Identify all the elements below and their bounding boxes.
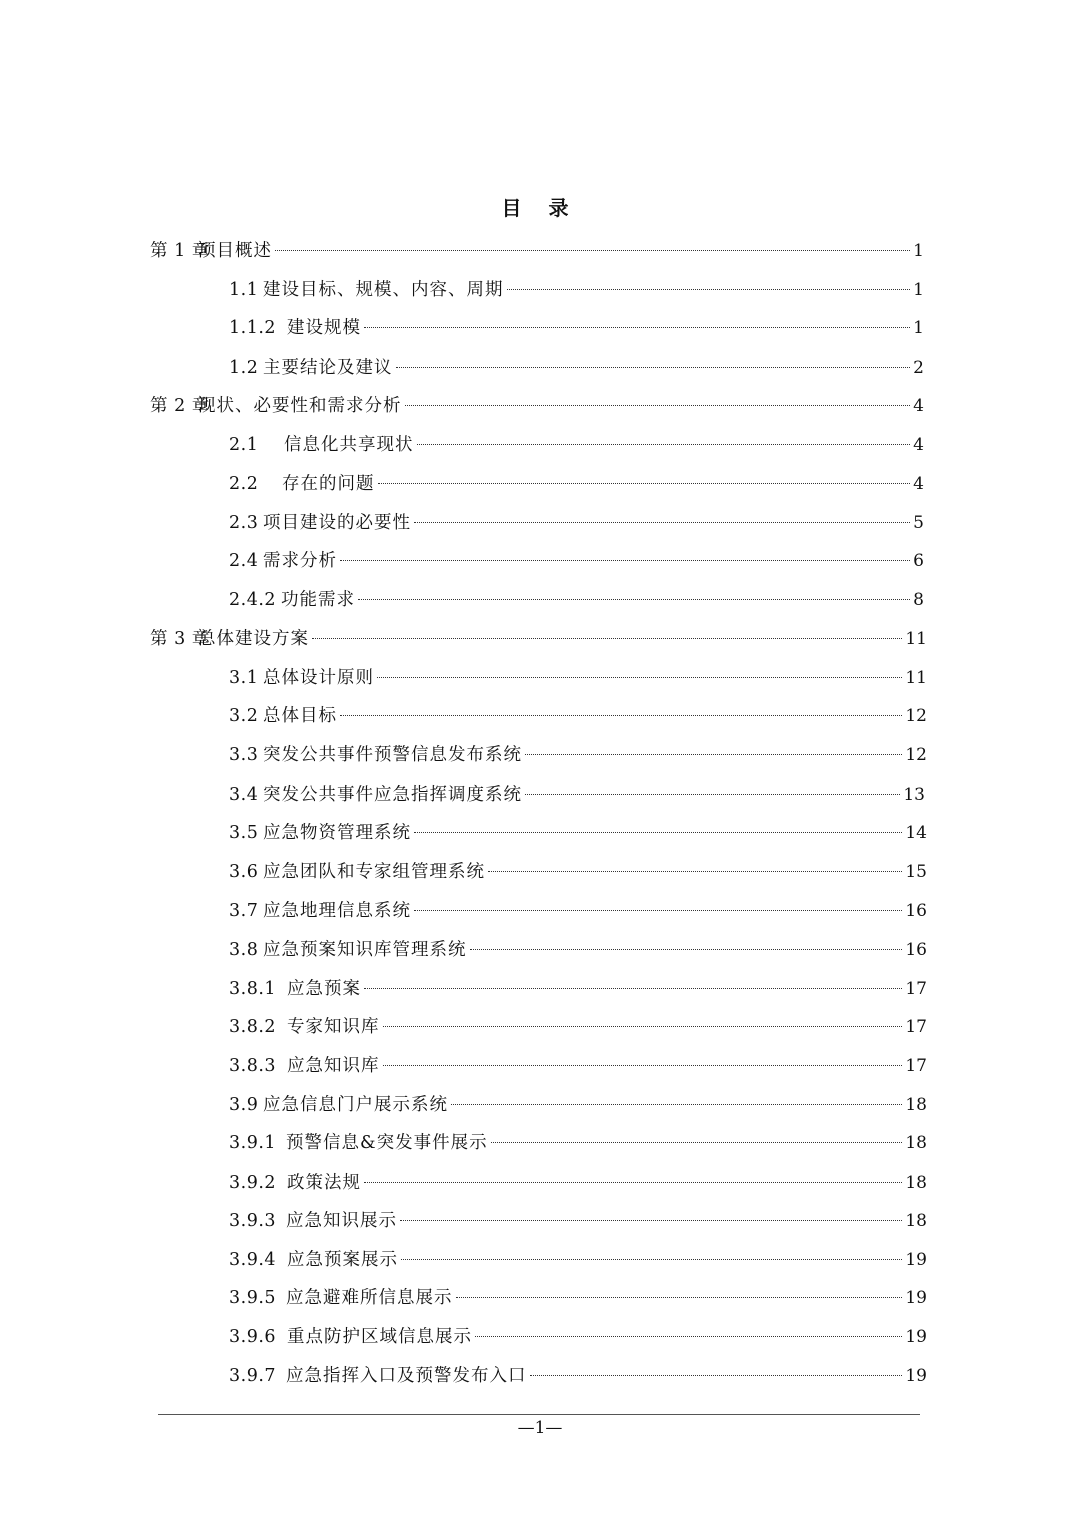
toc-leader-dots bbox=[340, 715, 902, 716]
toc-entry-page: 17 bbox=[905, 979, 927, 999]
toc-entry[interactable] bbox=[229, 1285, 927, 1311]
toc-entry-page: 1 bbox=[913, 241, 924, 261]
toc-entry-page: 19 bbox=[905, 1327, 927, 1347]
toc-entry-page: 13 bbox=[903, 785, 925, 805]
toc-entry-number: 3.8.1 bbox=[229, 979, 277, 999]
toc-entry-title: 应急知识展示 bbox=[286, 1211, 397, 1231]
toc-leader-dots bbox=[364, 327, 910, 328]
toc-entry[interactable] bbox=[229, 548, 924, 574]
toc-entry[interactable] bbox=[229, 859, 927, 885]
toc-leader-dots bbox=[530, 1375, 903, 1376]
toc-leader-dots bbox=[312, 638, 902, 639]
toc-leader-dots bbox=[401, 1259, 902, 1260]
toc-entry-page: 4 bbox=[913, 435, 924, 455]
page-title: 目 录 bbox=[501, 196, 579, 220]
toc-entry-page: 6 bbox=[913, 551, 924, 571]
footer-divider bbox=[158, 1414, 920, 1415]
toc-entry-page: 18 bbox=[905, 1095, 927, 1115]
toc-leader-dots bbox=[414, 832, 902, 833]
toc-leader-dots bbox=[451, 1104, 902, 1105]
toc-entry-page: 18 bbox=[905, 1173, 927, 1193]
toc-entry-page: 19 bbox=[905, 1288, 927, 1308]
toc-entry[interactable] bbox=[229, 820, 927, 846]
toc-entry[interactable] bbox=[150, 393, 924, 419]
toc-leader-dots bbox=[475, 1336, 902, 1337]
toc-entry[interactable] bbox=[229, 703, 927, 729]
toc-entry-number: 第 1 章 bbox=[150, 241, 210, 261]
toc-entry-number: 3.9.1 bbox=[229, 1133, 277, 1153]
toc-entry[interactable] bbox=[229, 355, 924, 381]
toc-entry-page: 18 bbox=[905, 1211, 927, 1231]
toc-entry-page: 15 bbox=[905, 862, 927, 882]
toc-entry-title: 存在的问题 bbox=[282, 474, 375, 494]
toc-entry[interactable] bbox=[229, 1247, 927, 1273]
toc-leader-dots bbox=[470, 949, 903, 950]
toc-entry-page: 17 bbox=[905, 1017, 927, 1037]
toc-entry-title: 应急地理信息系统 bbox=[263, 901, 411, 921]
toc-entry-number: 1.2 bbox=[229, 358, 259, 378]
toc-leader-dots bbox=[414, 910, 902, 911]
toc-entry-title: 总体目标 bbox=[263, 706, 337, 726]
toc-entry-page: 12 bbox=[905, 745, 927, 765]
toc-entry-title: 项目概述 bbox=[198, 241, 272, 261]
toc-entry-number: 3.9.3 bbox=[229, 1211, 277, 1231]
toc-leader-dots bbox=[383, 1065, 903, 1066]
toc-leader-dots bbox=[525, 794, 900, 795]
toc-leader-dots bbox=[378, 483, 911, 484]
toc-entry[interactable] bbox=[229, 1053, 927, 1079]
toc-leader-dots bbox=[456, 1297, 903, 1298]
toc-entry[interactable] bbox=[229, 432, 924, 458]
toc-entry-number: 3.1 bbox=[229, 668, 259, 688]
toc-entry[interactable] bbox=[229, 277, 924, 303]
toc-entry-number: 3.2 bbox=[229, 706, 259, 726]
toc-entry-title: 应急团队和专家组管理系统 bbox=[263, 862, 485, 882]
toc-entry-page: 8 bbox=[913, 590, 924, 610]
toc-entry-number: 1.1 bbox=[229, 280, 259, 300]
toc-entry-title: 应急知识库 bbox=[287, 1056, 380, 1076]
toc-entry-page: 11 bbox=[905, 668, 927, 688]
toc-entry-title: 应急避难所信息展示 bbox=[286, 1288, 453, 1308]
toc-entry[interactable] bbox=[229, 1130, 927, 1156]
toc-entry-page: 19 bbox=[905, 1366, 927, 1386]
toc-entry[interactable] bbox=[229, 976, 927, 1002]
toc-leader-dots bbox=[405, 405, 911, 406]
toc-entry[interactable] bbox=[229, 937, 927, 963]
toc-entry-page: 11 bbox=[905, 629, 927, 649]
toc-entry-number: 第 3 章 bbox=[150, 629, 210, 649]
toc-entry-page: 4 bbox=[913, 474, 924, 494]
toc-entry-title: 应急指挥入口及预警发布入口 bbox=[286, 1366, 527, 1386]
toc-entry-title: 政策法规 bbox=[287, 1173, 361, 1193]
toc-entry-number: 2.3 bbox=[229, 513, 259, 533]
toc-leader-dots bbox=[525, 754, 902, 755]
toc-entry-number: 3.7 bbox=[229, 901, 259, 921]
toc-leader-dots bbox=[377, 677, 902, 678]
toc-entry-page: 14 bbox=[905, 823, 927, 843]
toc-leader-dots bbox=[358, 599, 910, 600]
toc-leader-dots bbox=[396, 367, 911, 368]
toc-entry[interactable] bbox=[229, 898, 927, 924]
toc-entry-number: 3.9.5 bbox=[229, 1288, 277, 1308]
toc-entry[interactable] bbox=[150, 238, 924, 264]
toc-entry-title: 预警信息&突发事件展示 bbox=[286, 1133, 488, 1153]
toc-entry-number: 2.2 bbox=[229, 474, 259, 494]
toc-entry[interactable] bbox=[229, 665, 927, 691]
toc-entry-title: 功能需求 bbox=[281, 590, 355, 610]
toc-leader-dots bbox=[364, 1182, 902, 1183]
toc-leader-dots bbox=[383, 1026, 903, 1027]
toc-entry-number: 2.4 bbox=[229, 551, 259, 571]
toc-entry-title: 建设目标、规模、内容、周期 bbox=[263, 280, 504, 300]
toc-entry-page: 1 bbox=[913, 318, 924, 338]
toc-entry-title: 主要结论及建议 bbox=[263, 358, 393, 378]
toc-entry-title: 应急物资管理系统 bbox=[263, 823, 411, 843]
toc-entry-number: 3.9 bbox=[229, 1095, 259, 1115]
toc-entry[interactable] bbox=[229, 315, 924, 341]
toc-leader-dots bbox=[491, 1142, 903, 1143]
toc-entry-title: 应急预案展示 bbox=[287, 1250, 398, 1270]
toc-entry-title: 应急信息门户展示系统 bbox=[263, 1095, 448, 1115]
toc-entry-number: 2.4.2 bbox=[229, 590, 277, 610]
toc-entry[interactable] bbox=[229, 510, 924, 536]
toc-entry-number: 3.6 bbox=[229, 862, 259, 882]
toc-entry-number: 3.5 bbox=[229, 823, 259, 843]
toc-entry-number: 3.9.4 bbox=[229, 1250, 277, 1270]
toc-entry-number: 3.9.6 bbox=[229, 1327, 277, 1347]
toc-entry-page: 2 bbox=[913, 358, 924, 378]
toc-entry-page: 16 bbox=[905, 901, 927, 921]
toc-entry[interactable] bbox=[229, 587, 924, 613]
toc-entry[interactable] bbox=[229, 471, 924, 497]
toc-entry-number: 3.3 bbox=[229, 745, 259, 765]
toc-leader-dots bbox=[340, 560, 910, 561]
toc-entry-number: 第 2 章 bbox=[150, 396, 210, 416]
toc-entry-page: 18 bbox=[905, 1133, 927, 1153]
toc-leader-dots bbox=[364, 988, 902, 989]
toc-entry-title: 总体建设方案 bbox=[198, 629, 309, 649]
toc-entry-number: 3.8.2 bbox=[229, 1017, 277, 1037]
toc-entry-title: 现状、必要性和需求分析 bbox=[198, 396, 402, 416]
toc-entry-title: 总体设计原则 bbox=[263, 668, 374, 688]
toc-leader-dots bbox=[488, 871, 902, 872]
toc-entry[interactable] bbox=[150, 626, 927, 652]
toc-entry-page: 1 bbox=[913, 280, 924, 300]
toc-entry-page: 16 bbox=[905, 940, 927, 960]
toc-entry[interactable] bbox=[229, 1170, 927, 1196]
toc-leader-dots bbox=[414, 522, 910, 523]
toc-entry-number: 3.9.2 bbox=[229, 1173, 277, 1193]
toc-entry-page: 4 bbox=[913, 396, 924, 416]
toc-entry-title: 专家知识库 bbox=[287, 1017, 380, 1037]
toc-entry-title: 信息化共享现状 bbox=[284, 435, 414, 455]
toc-entry[interactable] bbox=[229, 1014, 927, 1040]
toc-leader-dots bbox=[275, 250, 910, 251]
toc-entry-number: 3.8.3 bbox=[229, 1056, 277, 1076]
toc-entry-number: 1.1.2 bbox=[229, 318, 277, 338]
toc-entry[interactable] bbox=[229, 1324, 927, 1350]
toc-entry-title: 应急预案知识库管理系统 bbox=[263, 940, 467, 960]
toc-entry-number: 3.4 bbox=[229, 785, 259, 805]
toc-entry[interactable] bbox=[229, 1363, 927, 1389]
toc-entry-title: 应急预案 bbox=[287, 979, 361, 999]
toc-entry-page: 19 bbox=[905, 1250, 927, 1270]
toc-entry-title: 突发公共事件应急指挥调度系统 bbox=[263, 785, 522, 805]
toc-entry-number: 3.9.7 bbox=[229, 1366, 277, 1386]
toc-entry-title: 建设规模 bbox=[287, 318, 361, 338]
toc-entry-title: 需求分析 bbox=[263, 551, 337, 571]
toc-entry[interactable] bbox=[229, 742, 927, 768]
toc-entry[interactable] bbox=[229, 1092, 927, 1118]
page-number: —1— bbox=[517, 1418, 563, 1438]
toc-entry-page: 12 bbox=[905, 706, 927, 726]
toc-leader-dots bbox=[400, 1220, 902, 1221]
toc-entry-page: 5 bbox=[913, 513, 924, 533]
toc-entry-title: 项目建设的必要性 bbox=[263, 513, 411, 533]
toc-entry-page: 17 bbox=[905, 1056, 927, 1076]
toc-entry-number: 2.1 bbox=[229, 435, 259, 455]
toc-entry[interactable] bbox=[229, 782, 925, 808]
toc-entry-title: 突发公共事件预警信息发布系统 bbox=[263, 745, 522, 765]
toc-entry[interactable] bbox=[229, 1208, 927, 1234]
toc-leader-dots bbox=[417, 444, 911, 445]
toc-leader-dots bbox=[507, 289, 911, 290]
toc-entry-number: 3.8 bbox=[229, 940, 259, 960]
toc-entry-title: 重点防护区域信息展示 bbox=[287, 1327, 472, 1347]
